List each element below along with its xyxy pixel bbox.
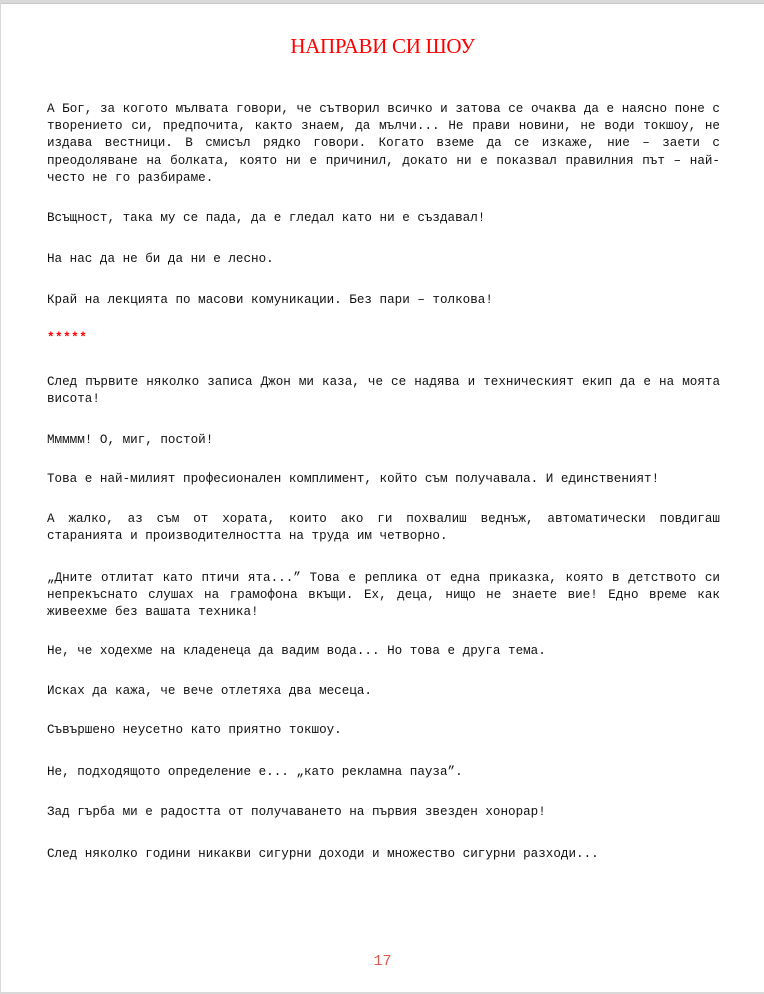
paragraph: А Бог, за когото мълвата говори, че сътворил всичко и затова се очаква да е наясно поне с творението си, предпочита, както знаем, да мълчи... Не прави новини, не води токшоу, не издава вестници. В смисъл рядко говори. Когато вземе да се изкаже, ние – заети с преодоляване на болката, която ни е причинил, докато ни е показвал правилния път – най-често не го разбираме. <box>47 102 720 185</box>
paragraph: А жалко, аз съм от хората, които ако ги похвалиш веднъж, автоматически повдигаш старанията и производителността на труда им четворно. <box>47 512 720 544</box>
paragraph: Всъщност, така му се пада, да е гледал като ни е създавал! <box>47 211 486 225</box>
paragraph: След няколко години никакви сигурни доходи и множество сигурни разходи... <box>47 847 599 861</box>
document-page <box>1 3 764 992</box>
paragraph: Съвършено неусетно като приятно токшоу. <box>47 723 342 737</box>
paragraph: Не, подходящото определение е... „като рекламна пауза”. <box>47 765 463 779</box>
paragraph: Това е най-милият професионален комплимент, който съм получавала. И единственият! <box>47 472 660 486</box>
paragraph: На нас да не би да ни е лесно. <box>47 252 274 266</box>
paragraph: „Дните отлитат като птичи ята...” Това е реплика от една приказка, която в детството си непрекъснато слушах на грамофона вкъщи. Ех, деца, нищо не знаете вие! Едно време как живеехме без вашата техника! <box>47 571 720 620</box>
paragraph: Край на лекцията по масови комуникации. Без пари – толкова! <box>47 293 493 307</box>
paragraph: След първите няколко записа Джон ми каза, че се надява и техническият екип да е на моята висота! <box>47 375 720 407</box>
page-title: НАПРАВИ СИ ШОУ <box>290 34 475 58</box>
paragraph: Исках да кажа, че вече отлетяха два месеца. <box>47 684 372 698</box>
paragraph: Зад гърба ми е радостта от получаването на първия звезден хонорар! <box>47 805 546 819</box>
page-number: 17 <box>373 953 392 970</box>
paragraph: Не, че ходехме на кладенеца да вадим вода... Но това е друга тема. <box>47 644 546 658</box>
paragraph: Ммммм! О, миг, постой! <box>47 433 214 447</box>
section-separator-stars: ***** <box>47 331 88 345</box>
